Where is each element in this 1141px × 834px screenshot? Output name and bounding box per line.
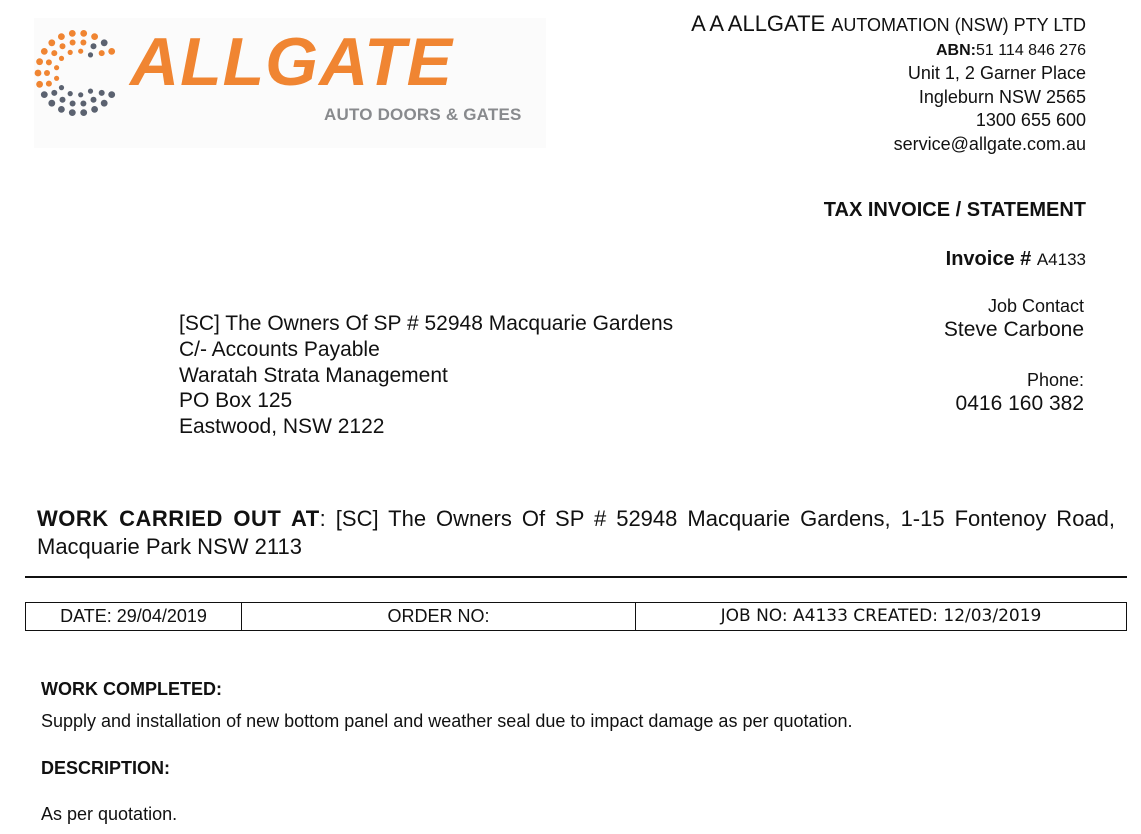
logo-dot (91, 106, 98, 113)
logo-dot (78, 92, 83, 97)
logo-dot (35, 70, 42, 77)
work-completed-heading: WORK COMPLETED: (41, 679, 222, 699)
logo-dot (36, 81, 43, 88)
description-heading: DESCRIPTION: (41, 758, 171, 778)
logo-dot (88, 52, 93, 57)
logo-dot (51, 90, 57, 96)
address-line: Waratah Strata Management (179, 363, 448, 387)
company-details (691, 12, 1086, 156)
work-location-label: WORK CARRIED OUT AT (37, 506, 320, 531)
address-line: Eastwood, NSW 2122 (179, 415, 385, 439)
description-text: As per quotation. (41, 804, 178, 824)
logo-dot (80, 40, 86, 46)
logo-dot (46, 81, 52, 87)
company-name: A A ALLGATE AUTOMATION (NSW) PTY LTD (691, 11, 1086, 36)
company-phone: 1300 655 600 (975, 110, 1086, 130)
logo-dot (78, 49, 83, 54)
logo-dot (101, 100, 108, 107)
contact-phone-value: 0416 160 382 (955, 392, 1084, 415)
logo-dot (80, 30, 87, 37)
logo-dots-icon (34, 18, 124, 128)
logo-dot (68, 91, 73, 96)
logo-dot (60, 43, 66, 49)
logo-dot (69, 30, 76, 37)
logo-dot (80, 101, 86, 107)
job-contact-label: Job Contact (987, 296, 1084, 316)
logo-dot (46, 59, 52, 65)
logo-dot (68, 50, 73, 55)
bill-to-address (179, 311, 673, 440)
logo-dot (99, 50, 105, 56)
invoice-number: Invoice # A4133 (945, 248, 1086, 270)
company-logo (34, 18, 546, 148)
job-number-cell: JOB NO: A4133 CREATED: 12/03/2019 (720, 606, 1042, 626)
company-address-line2: Ingleburn NSW 2565 (918, 86, 1086, 107)
logo-dot (59, 56, 64, 61)
logo-dot (70, 40, 76, 46)
address-line: PO Box 125 (179, 389, 293, 413)
contact-phone-label: Phone: (1026, 370, 1084, 390)
company-abn: ABN:51 114 846 276 (935, 41, 1086, 59)
logo-dot (70, 101, 76, 107)
logo-dot (54, 65, 59, 70)
logo-dot (36, 58, 43, 65)
job-contact (944, 296, 1084, 342)
logo-tagline: AUTO DOORS & GATES (324, 105, 522, 124)
logo-dot (44, 70, 50, 76)
logo-dot (48, 100, 55, 107)
logo-dot (58, 106, 65, 113)
logo-dot (41, 91, 48, 98)
company-email[interactable]: service@allgate.com.au (893, 133, 1086, 154)
logo-dot (108, 48, 115, 55)
logo-dot (91, 43, 97, 49)
document-title: TAX INVOICE / STATEMENT (823, 199, 1086, 221)
date-cell: DATE: 29/04/2019 (26, 603, 242, 630)
logo-dot (51, 50, 57, 56)
company-address-line1: Unit 1, 2 Garner Place (907, 63, 1086, 83)
logo-dot (58, 33, 65, 40)
job-contact-name: Steve Carbone (943, 318, 1084, 341)
logo-wordmark: ALLGATE (130, 24, 454, 100)
logo-dot (99, 90, 105, 96)
divider (25, 576, 1127, 578)
logo-dot (60, 97, 66, 103)
logo-dot (101, 39, 108, 46)
job-info-table (25, 602, 1127, 631)
logo-dot (91, 97, 97, 103)
work-location: WORK CARRIED OUT AT: [SC] The Owners Of SP # 52948 Macquarie Gardens, 1-15 Fontenoy Road, Macquarie Park NSW 2113 (37, 506, 1116, 559)
address-line: [SC] The Owners Of SP # 52948 Macquarie Gardens (179, 312, 674, 335)
logo-dot (80, 109, 87, 116)
work-location-value: [SC] The Owners Of SP # 52948 Macquarie Gardens, 1-15 Fontenoy Road, Macquarie Park NSW 2113 (37, 506, 1116, 559)
logo-dot (91, 33, 98, 40)
logo-dot (69, 109, 76, 116)
logo-dot (41, 48, 48, 55)
work-completed-text: Supply and installation of new bottom panel and weather seal due to impact damage as per quotation. (41, 711, 853, 731)
logo-dot (88, 89, 93, 94)
logo-dot (59, 85, 64, 90)
logo-dot (54, 76, 59, 81)
order-number-cell: ORDER NO: (242, 603, 636, 630)
contact-phone (956, 370, 1084, 416)
address-line: C/- Accounts Payable (179, 337, 380, 361)
logo-dot (108, 91, 115, 98)
logo-dot (48, 39, 55, 46)
